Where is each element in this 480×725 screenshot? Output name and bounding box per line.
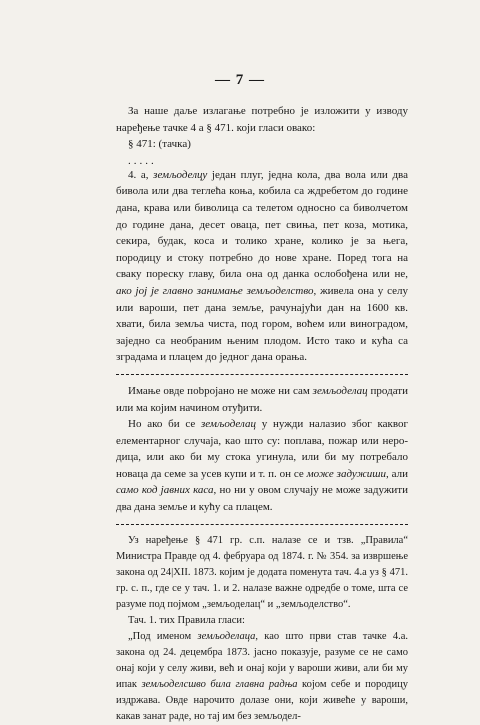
- dashed-divider: [116, 374, 408, 375]
- paragraph-farmer-definition: „Под именом земљоделаца, као што први став тачке 4.а. закона од 24. децембра 1873. јасно показује, разуме се не само онај који у селу живи, већ и онај који у вароши живи, али би му ипак земљоделсшво била главна радња којом себе и породицу издржава. Овде нарочито долазе они, који живеће у вароши, какав занат раде, но тај им без земљодел-: [116, 630, 409, 722]
- section-reference: § 471: (тачка): [128, 138, 191, 151]
- paragraph-rules-reference: Уз наређење § 471 гр. с.п. налазе се и тзв. „Правила“ Министра Правде од 4. фебруара од 1874. г. № 354. за извршење закона од 24|XII. 1873. којим је додата поменута тач. 4.а уз § 471. гр. с. п., где се у тач. 1. и 2. налазе важне одредбе о томе, шта се разуме под појмом „земљоделац“ и „земљоделство“.: [116, 534, 408, 610]
- quote-paragraph: 4. а, земљоделцу један плуг, једна кола, два вола или два бивола или два теглећа коња, кобила са ждребетом до године дана, крава или биволица са телетом односно са биволчетом до године дана, десет оваца, пет свиња, пет коза, мотика, секира, будак, коса и толико хране, колико је за њега, породицу и стоку потребно до нове хране. Поред тога на сваку пореску главу, била она од данка ослобођена или не, ако јој је главно занимање земљоделство, живела она у селу или вароши, пет дана земље, рачунајући дан на 1600 кв. хвати, била земља чиста, под гором, воћем или виноградом, заједно са необраним њеним плодом. Исто тако и кућа са зградама и плацем до једног дана орања.: [116, 168, 408, 364]
- ellipsis-dots: .....: [128, 154, 157, 167]
- dashed-divider: [116, 524, 408, 525]
- intro-paragraph: За наше даље излагање потребно је изложити у изводу наређење тачке 4 а § 471. који гласи овако:: [116, 105, 408, 134]
- page-number: — 7 —: [215, 72, 265, 88]
- body-text: [116, 103, 408, 725]
- paragraph-sale-prohibition: Имање овде пobројано не може ни сам земљоделац продати или ма којим начином отуђити.: [116, 384, 408, 414]
- paragraph-debt-exception: Но ако би се земљоделац у нужди налазио због каквог елементарног случаја, као што су: поплава, пожар или неродица, или ако би му стока угинула, или би му потребало новаца да семе за усев купи и т. п. он се може задужиши, али само код јавних каса, но ни у овом случају не може задужити два дана земље и кућу са плацем.: [116, 418, 409, 514]
- paragraph-rules-point: Тач. 1. тих Правила гласи:: [128, 614, 245, 626]
